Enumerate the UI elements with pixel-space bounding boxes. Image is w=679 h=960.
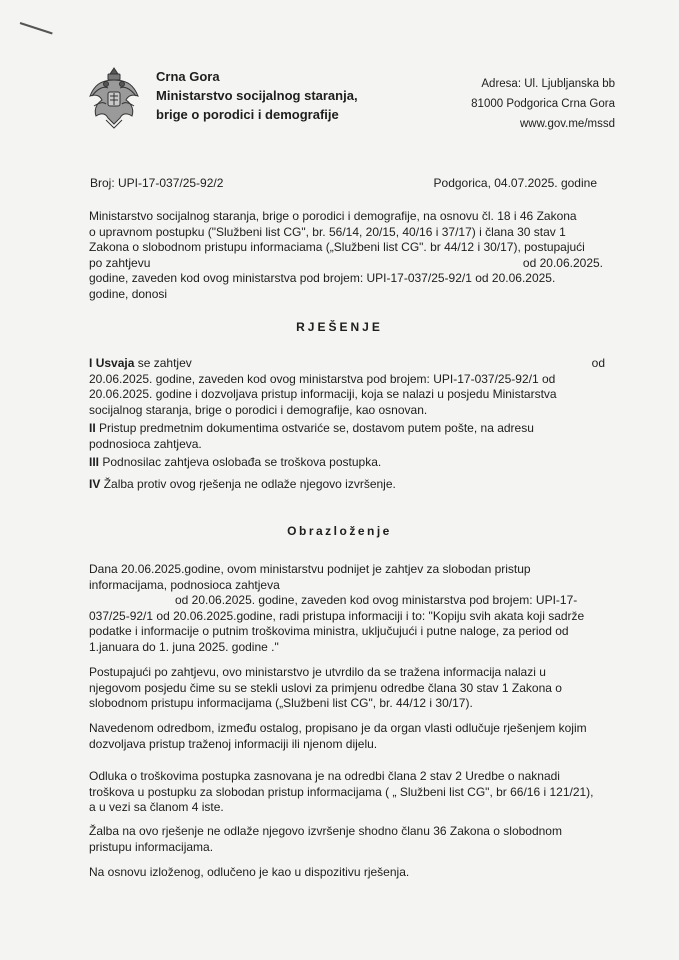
decision-line xyxy=(89,455,607,471)
reasoning-line: a u vezi sa članom 4 iste. xyxy=(89,800,224,814)
item-numeral: IV xyxy=(89,477,101,491)
coat-of-arms-icon xyxy=(86,66,142,130)
decision-item-4 xyxy=(89,477,607,493)
intro-line: Zakona o slobodnom pristupu informaciama („Službeni list CG". br 44/12 i 30/17), postupajući xyxy=(89,240,585,254)
org-ministry-line1: Ministarstvo socijalnog staranja, xyxy=(156,88,358,103)
reasoning-paragraph-3 xyxy=(89,721,607,752)
reasoning-line: Dana 20.06.2025.godine, ovom ministarstvu podnijet je zahtjev za slobodan pristup xyxy=(89,562,531,576)
intro-paragraph xyxy=(89,209,607,302)
reasoning-paragraph-4 xyxy=(89,769,607,816)
intro-line xyxy=(89,256,607,272)
decision-line: socijalnog staranja, brige o porodici i demografije, kao osnovan. xyxy=(89,402,428,417)
decision-line xyxy=(89,421,607,437)
reasoning-line: od 20.06.2025. godine, zaveden kod ovog ministarstva pod brojem: UPI-17- xyxy=(175,593,578,607)
reasoning-line: Postupajući po zahtjevu, ovo ministarstvo je utvrdilo da se tražena informacija nalazi u xyxy=(89,665,546,679)
address-city: 81000 Podgorica Crna Gora xyxy=(471,98,615,110)
reasoning-line: dozvoljava pristup traženoj informaciji ili njenom dijelu. xyxy=(89,736,378,751)
org-country: Crna Gora xyxy=(156,69,220,84)
decision-title: RJEŠENJE xyxy=(296,320,383,334)
decision-line-start xyxy=(89,356,192,372)
reasoning-line: troškova u postupku za slobodan pristup informacijama ( „ Službeni list CG", br 66/16 i 121/21), xyxy=(89,784,594,799)
address-block xyxy=(471,74,615,134)
reasoning-line: njegovom posjedu čime su se stekli uslovi za primjenu odredbe člana 30 stav 1 Zakona o xyxy=(89,680,562,695)
intro-line: godine, donosi xyxy=(89,286,168,301)
pen-mark xyxy=(20,22,53,34)
document-date: Podgorica, 04.07.2025. godine xyxy=(433,176,597,190)
reasoning-line: pristupu informacijama. xyxy=(89,839,214,854)
reasoning-line: Na osnovu izloženog, odlučeno je kao u dispozitivu rješenja. xyxy=(89,865,410,879)
reasoning-line: informacijama, podnosioca zahtjeva xyxy=(89,577,280,592)
item-text-end: od xyxy=(591,356,605,370)
reasoning-paragraph-6 xyxy=(89,865,607,881)
reasoning-line: Navedenom odredbom, između ostalog, propisano je da organ vlasti odlučuje rješenjem kojim xyxy=(89,721,587,735)
intro-line: godine, zaveden kod ovog ministarstva pod brojem: UPI-17-037/25-92/1 od 20.06.2025. xyxy=(89,271,556,285)
address-website: www.gov.me/mssd xyxy=(519,118,615,130)
decision-line xyxy=(89,477,607,493)
decision-item-1 xyxy=(89,356,607,418)
intro-line: Ministarstvo socijalnog staranja, brige o porodici i demografije, na osnovu čl. 18 i 46 Zakona xyxy=(89,209,577,223)
decision-item-2 xyxy=(89,421,607,452)
reasoning-line: Žalba na ovo rješenje ne odlaže njegovo izvršenje shodno članu 36 Zakona o slobodnom xyxy=(89,824,562,838)
item-numeral: I xyxy=(89,356,93,370)
reference-number: Broj: UPI-17-037/25-92/2 xyxy=(90,176,224,190)
intro-line: o upravnom postupku ("Službeni list CG", br. 56/14, 20/15, 40/16 i 37/17) i člana 30 stav 1 xyxy=(89,224,566,239)
item-text: se zahtjev xyxy=(137,356,192,370)
reasoning-line: 037/25-92/1 od 20.06.2025.godine, radi pristupa informaciji i to: "Kopiju svih akata koji sadrže xyxy=(89,608,585,623)
reasoning-paragraph-5 xyxy=(89,824,607,855)
item-text: Podnosilac zahtjeva oslobađa se troškova postupka. xyxy=(102,455,382,469)
org-ministry-line2: brige o porodici i demografije xyxy=(156,107,339,122)
item-numeral: III xyxy=(89,455,100,469)
intro-request-date: od 20.06.2025. xyxy=(522,255,603,270)
reasoning-line: podatke i informacije o putnim troškovima ministra, uključujući i putne naloge, za period od xyxy=(89,624,569,638)
intro-request-text: po zahtjevu xyxy=(89,255,151,270)
decision-item-3 xyxy=(89,455,607,471)
reasoning-paragraph-2 xyxy=(89,665,607,712)
organization-name xyxy=(156,67,358,124)
reasoning-line: slobodnom pristupu informacijama („Službeni list CG", br. 44/12 i 30/17). xyxy=(89,696,473,710)
reasoning-paragraph-1 xyxy=(89,562,607,655)
decision-line: podnosioca zahtjeva. xyxy=(89,436,202,451)
reasoning-title: Obrazloženje xyxy=(287,524,392,538)
decision-line: 20.06.2025. godine, zaveden kod ovog ministarstva pod brojem: UPI-17-037/25-92/1 od xyxy=(89,371,556,386)
item-numeral: II xyxy=(89,421,96,435)
item-text: Žalba protiv ovog rješenja ne odlaže njegovo izvršenje. xyxy=(103,477,396,491)
reasoning-line: 1.januara do 1. juna 2025. godine ." xyxy=(89,639,279,654)
reasoning-line: Odluka o troškovima postupka zasnovana je na odredbi člana 2 stav 2 Uredbe o naknadi xyxy=(89,769,560,783)
decision-line xyxy=(89,356,607,372)
decision-line: 20.06.2025. godine i dozvoljava pristup informaciji, koja se nalazi u posjedu Ministarstva xyxy=(89,387,557,401)
item-verb: Usvaja xyxy=(95,356,135,370)
address-street: Adresa: Ul. Ljubljanska bb xyxy=(481,78,615,90)
item-text: Pristup predmetnim dokumentima ostvariće se, dostavom putem pošte, na adresu xyxy=(99,421,534,435)
